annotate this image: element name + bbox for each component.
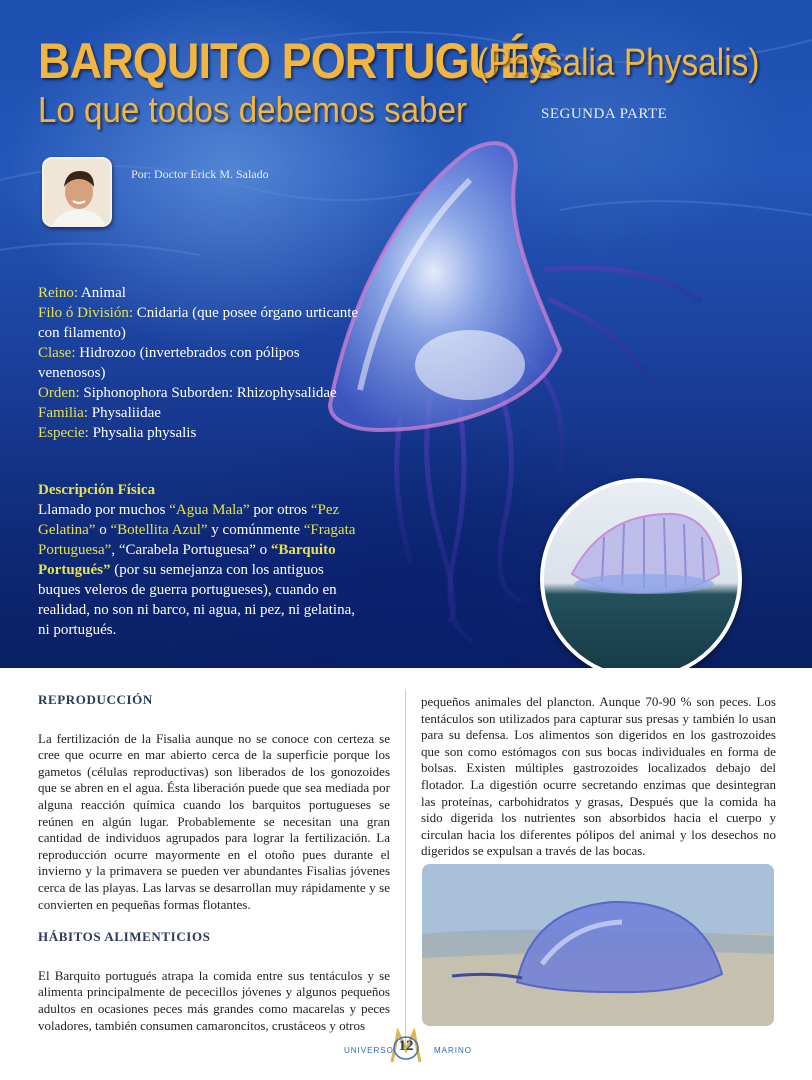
section-heading-reproduction: REPRODUCCIÓN xyxy=(38,692,153,707)
left-column xyxy=(38,688,390,1050)
taxonomy-label: Reino: xyxy=(38,285,78,301)
column-divider xyxy=(405,690,406,1050)
description-text: o xyxy=(95,522,111,538)
common-name: “Fragata Portuguesa” xyxy=(38,522,356,558)
beach-photo xyxy=(422,864,774,1026)
page-footer xyxy=(330,1028,480,1068)
inset-photo xyxy=(540,478,742,668)
taxonomy-item xyxy=(38,383,368,403)
article-subtitle: Lo que todos debemos saber xyxy=(38,89,468,130)
taxonomy-item xyxy=(38,303,368,343)
common-name: “Botellita Azul” xyxy=(110,522,208,538)
common-name: “Barquito Portugués” xyxy=(38,542,336,578)
footer-word-right: MARINO xyxy=(434,1046,472,1055)
description-text: (por su semejanza con los antiguos buques veleros de guerra portugueses), cuando en realidad, no son ni barco, ni agua, ni pez, ni gelatina, ni portugués. xyxy=(38,562,355,638)
section-heading-feeding: HÁBITOS ALIMENTICIOS xyxy=(38,929,211,945)
taxonomy-item xyxy=(38,343,368,383)
description-text: , “Carabela Portuguesa” o xyxy=(111,542,271,558)
taxonomy-label: Filo ó División: xyxy=(38,305,134,321)
right-column xyxy=(421,694,776,876)
description-text: y comúnmente xyxy=(207,522,304,538)
scientific-name: (Physalia Physalis) xyxy=(477,42,760,84)
common-name: “Pez Gelatina” xyxy=(38,502,340,538)
taxonomy-value: Physaliidae xyxy=(88,405,161,421)
physical-description xyxy=(38,480,370,640)
page-number: 12 xyxy=(398,1038,414,1054)
taxonomy-label: Especie: xyxy=(38,425,89,441)
reproduction-text: La fertilización de la Fisalia aunque no se conoce con certeza se cree que ocurre en mar abierto cerca de la superficie porque los gametos (células reproductivas) son liberados de los gonozoides que se abren en el agua. Ésta liberación puede que sea mediada por alguna reacción química cuando los barquitos portugueses se reúnen en algún lugar. Probablemente se necesitan una gran cantidad de individuos agrupados para lograr la fertilización. La reproducción ocurre mayormente en el otoño pues durante el invierno y la primavera se pueden ver abundantes Fisalias jóvenes cerca de las playas. Las larvas se desarrollan muy rápidamente y se convierten en pequeñas formas flotantes. xyxy=(38,730,390,912)
taxonomy-item xyxy=(38,283,368,303)
taxonomy-label: Orden: xyxy=(38,385,80,401)
taxonomy-item xyxy=(38,403,368,423)
taxonomy-value: Physalia physalis xyxy=(88,425,197,441)
jellyfish-photo-icon xyxy=(544,482,742,668)
description-text: por otros xyxy=(249,502,311,518)
taxonomy-item xyxy=(38,423,368,443)
taxonomy-label: Familia: xyxy=(38,405,88,421)
taxonomy-value: Siphonophora Suborden: Rhizophysalidae xyxy=(79,385,337,401)
taxonomy-list xyxy=(38,283,368,443)
feeding-text-continued: pequeños animales del plancton. Aunque 70-90 % son peces. Los tentáculos son utilizados para capturar sus presas y también lo usan para su defensa. Los alimentos son digeridos en los gastrozoides que son como estómagos con sus bocas individuales en forma de bolsas. Existen múltiples gastrozoides localizados debajo del flotador. La digestión ocurre secretando enzimas que desintegran las proteínas, carbohidratos y grasas, Después que la comida ha sido digerida los nutrientes son absorbidos hacia el cuerpo y circulan hacia los diferentes pólipos del animal y los desechos no digeridos se expulsan a través de las bocas. xyxy=(421,694,776,859)
common-name: “Agua Mala” xyxy=(169,502,250,518)
footer-word-left: UNIVERSO xyxy=(344,1046,394,1055)
taxonomy-value: Cnidaria (que posee órgano urticante con filamento) xyxy=(38,305,359,341)
description-text: Llamado por muchos xyxy=(38,502,170,518)
description-heading: Descripción Física xyxy=(38,482,156,498)
taxonomy-value: Hidrozoo (invertebrados con pólipos venenosos) xyxy=(38,345,300,381)
author-photo xyxy=(42,157,112,227)
article-title: BARQUITO PORTUGUÉS xyxy=(38,33,559,89)
feeding-text: El Barquito portugués atrapa la comida entre sus tentáculos y se alimenta principalmente de pececillos jóvenes y algunos pequeños adultos en ocasiones peces más grandes como macarelas y peces voladores, también consumen camaroncitos, crustáceos y otros xyxy=(38,967,390,1033)
person-icon xyxy=(44,159,112,227)
taxonomy-value: Animal xyxy=(78,285,126,301)
jellyfish-beach-icon xyxy=(422,864,774,1026)
part-label: SEGUNDA PARTE xyxy=(541,106,668,122)
author-credit: Por: Doctor Erick M. Salado xyxy=(131,167,269,181)
taxonomy-label: Clase: xyxy=(38,345,76,361)
